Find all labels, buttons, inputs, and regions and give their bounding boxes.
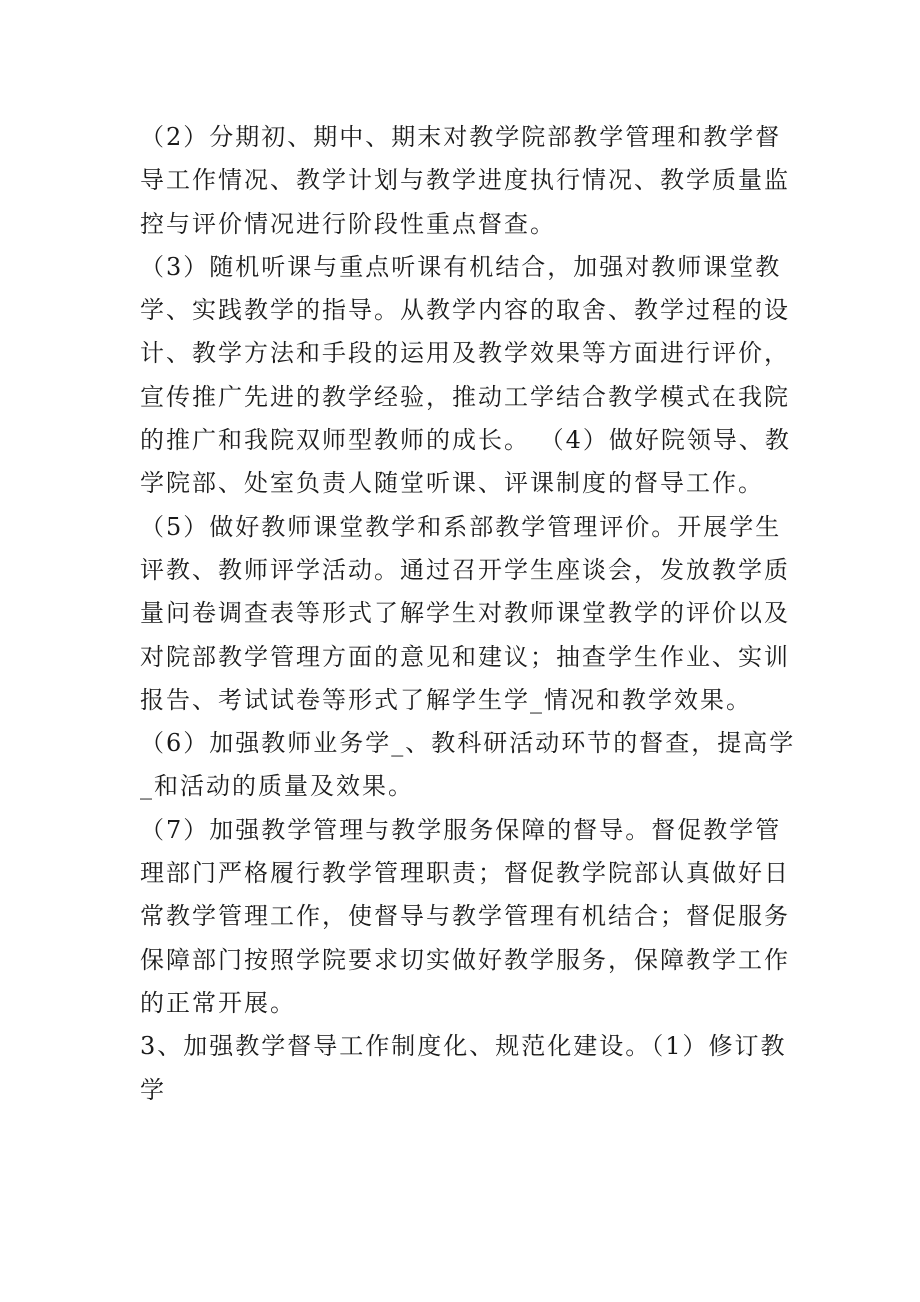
document-body xyxy=(140,116,800,1112)
paragraph-item-6: （6）加强教师业务学_、教科研活动环节的督查，提高学_和活动的质量及效果。 xyxy=(140,729,796,801)
paragraph-item-3-4: （3）随机听课与重点听课有机结合，加强对教师课堂教学、实践教学的指导。从教学内容的取舍、教学过程的设计、教学方法和手段的运用及教学效果等方面进行评价，宣传推广先进的教学经验，推动工学结合教学模式在我院的推广和我院双师型教师的成长。 （4）做好院领导、教学院部、处室负责人随堂听课、评课制度的督导工作。 xyxy=(140,252,791,498)
paragraph-item-5: （5）做好教师课堂教学和系部教学管理评价。开展学生评教、教师评学活动。通过召开学生座谈会，发放教学质量问卷调查表等形式了解学生对教师课堂教学的评价以及对院部教学管理方面的意见和建议；抽查学生作业、实训报告、考试试卷等形式了解学生学_情况和教学效果。 xyxy=(140,512,790,714)
paragraph-item-7: （7）加强教学管理与教学服务保障的督导。督促教学管理部门严格履行教学管理职责；督促教学院部认真做好日常教学管理工作，使督导与教学管理有机结合；督促服务保障部门按照学院要求切实做好教学服务，保障教学工作的正常开展。 xyxy=(140,815,790,1017)
paragraph-item-2: （2）分期初、期中、期末对教学院部教学管理和教学督导工作情况、教学计划与教学进度执行情况、教学质量监控与评价情况进行阶段性重点督查。 xyxy=(140,123,790,238)
paragraph-section-3: 3、加强教学督导工作制度化、规范化建设。（1）修订教学 xyxy=(140,1032,787,1104)
